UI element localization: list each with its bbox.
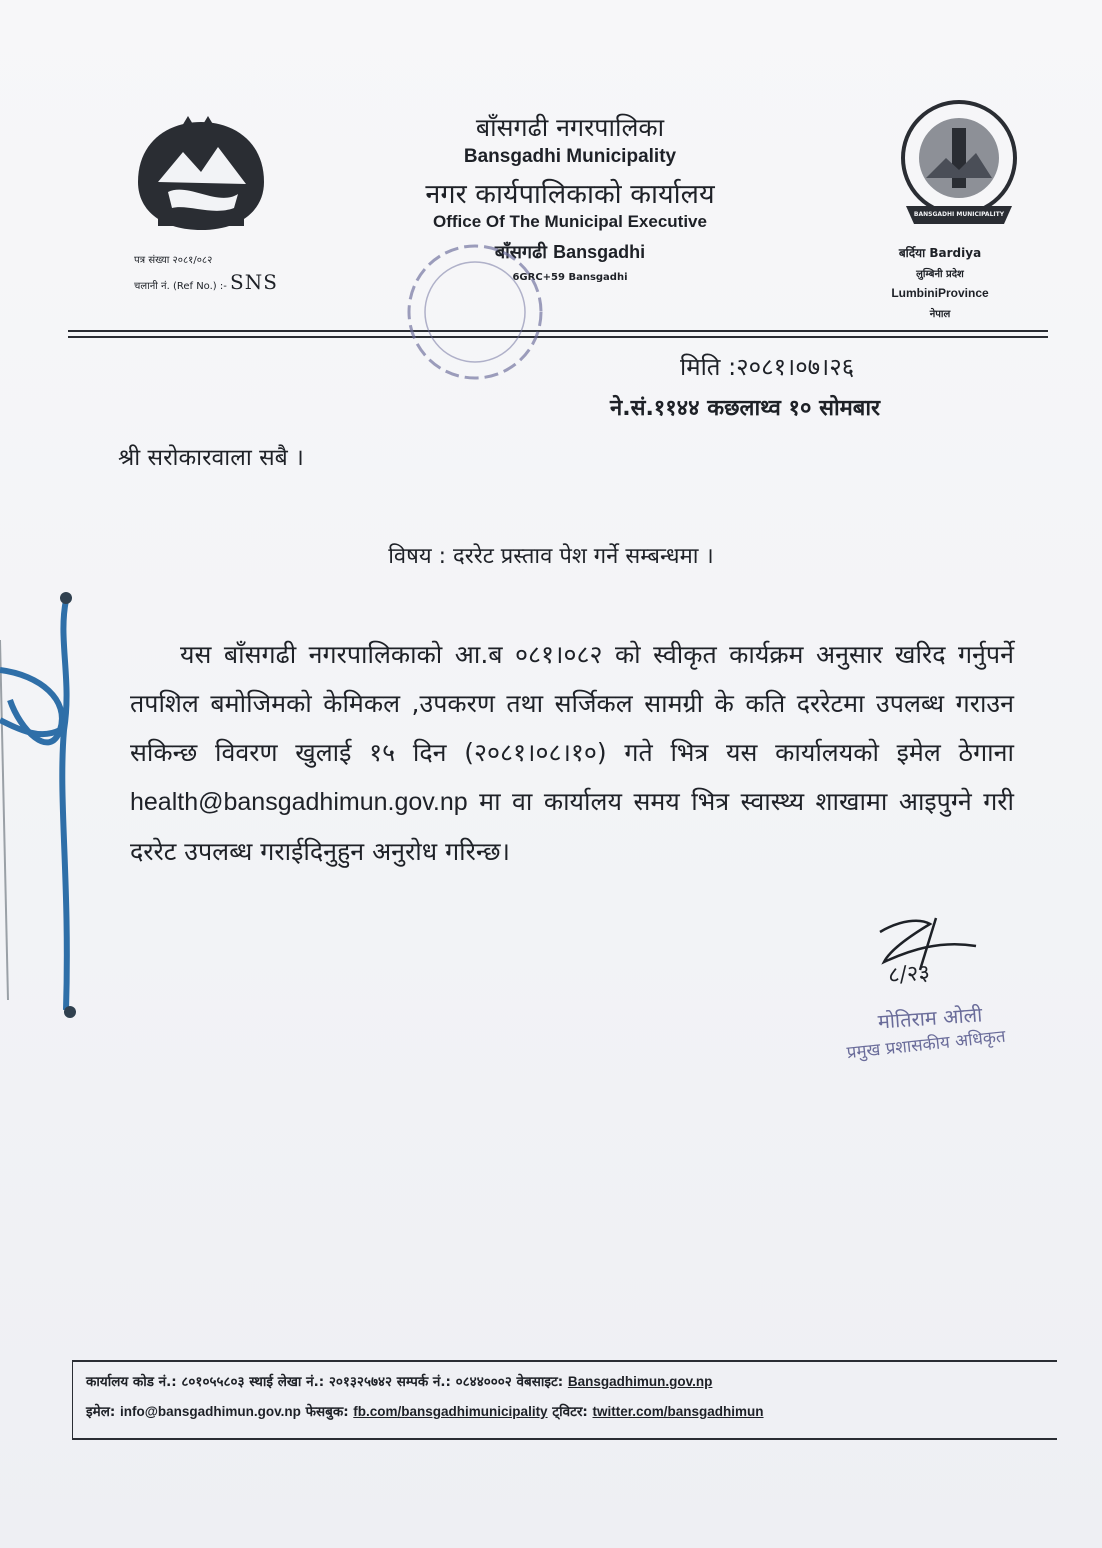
signatory-designation: प्रमुख प्रशासकीय अधिकृत [845,1026,1007,1064]
header-divider-top [68,330,1048,332]
ref-number-label: चलानी नं. (Ref No.) :- [134,281,227,292]
office-stamp-icon [400,232,550,392]
letter-number: पत्र संख्या २०८१/०८२ [134,255,213,266]
facebook-label: फेसबुक: [305,1404,349,1420]
footer-line-1 [86,1372,712,1390]
logo-banner-text: BANSGADHI MUNICIPALITY [913,211,1005,218]
twitter-link[interactable]: twitter.com/bansgadhimun [592,1404,764,1419]
letter-body [130,630,1014,876]
district: बर्दिया Bardiya [898,246,982,260]
website-label: वेबसाइट: [516,1374,564,1390]
office-code: ८०१०५५८०३ [181,1374,245,1390]
pan-label: स्थाई लेखा नं.: [249,1374,325,1390]
office-code-label: कार्यालय कोड नं.: [86,1374,177,1390]
country: नेपाल [929,309,951,320]
health-email-link[interactable]: health@bansgadhimun.gov.np [130,788,468,816]
nepal-emblem-icon [128,112,274,242]
footer-line-2 [86,1402,764,1420]
body-text-part2: मा वा कार्यालय समय भित्र स्वास्थ्य शाखामा आइपुग्ने गरी दररेट उपलब्ध गराईदिनुहुन अनुरोध गरिन्छ। [130,787,1014,866]
subject-line: विषय : दररेट प्रस्ताव पेश गर्ने सम्बन्धमा । [388,544,714,569]
office-name-en: Office Of The Municipal Executive [433,212,707,231]
header-divider-bottom [68,336,1048,338]
body-text-part1: यस बाँसगढी नगरपालिकाको आ.ब ०८१।०८२ को स्वीकृत कार्यक्रम अनुसार खरिद गर्नुपर्ने तपशिल बमोजिमको केमिकल ,उपकरण तथा सर्जिकल सामग्री के कति दररेटमा उपलब्ध गराउन सकिन्छ विवरण खुलाई १५ दिन (२०८१।०८।१०) गते भित्र यस कार्यालयको इमेल ठेगाना [130,640,1014,767]
province-np: लुम्बिनी प्रदेश [916,269,964,280]
twitter-label: ट्विटर: [552,1404,588,1420]
contact-number: ०८४४०००२ [455,1374,512,1390]
place-name-np: बाँसगढी [494,242,547,263]
signature-date: ८/२३ [887,960,931,989]
municipality-name-np: बाँसगढी नगरपालिका [475,113,665,142]
contact-label: सम्पर्क नं.: [396,1374,451,1390]
nepal-sambat-date: ने.सं.११४४ कछलाथ्व १० सोमबार [610,396,881,421]
ref-number-value: SNS [230,270,278,294]
letter-date: मिति :२०८१।०७।२६ [680,353,855,381]
municipality-name-en: Bansgadhi Municipality [463,146,677,167]
binding-string-icon [0,580,90,1020]
signatory-name: मोतिराम ओली [877,1002,984,1034]
ref-number [134,270,278,294]
plus-code: 6GRC+59 Bansgadhi [512,272,628,283]
website-link[interactable]: Bansgadhimun.gov.np [567,1374,713,1389]
email-label: इमेल: [86,1404,116,1420]
place-name-en: Bansgadhi [553,242,646,262]
pan-number: २०१३२५७४२ [328,1374,393,1390]
email-link[interactable]: info@bansgadhimun.gov.np [119,1404,301,1419]
facebook-link[interactable]: fb.com/bansgadhimunicipality [353,1404,548,1419]
office-name-np: नगर कार्यपालिकाको कार्यालय [425,179,715,210]
province-en: LumbiniProvince [891,286,989,300]
recipient: श्री सरोकारवाला सबै । [118,445,304,471]
